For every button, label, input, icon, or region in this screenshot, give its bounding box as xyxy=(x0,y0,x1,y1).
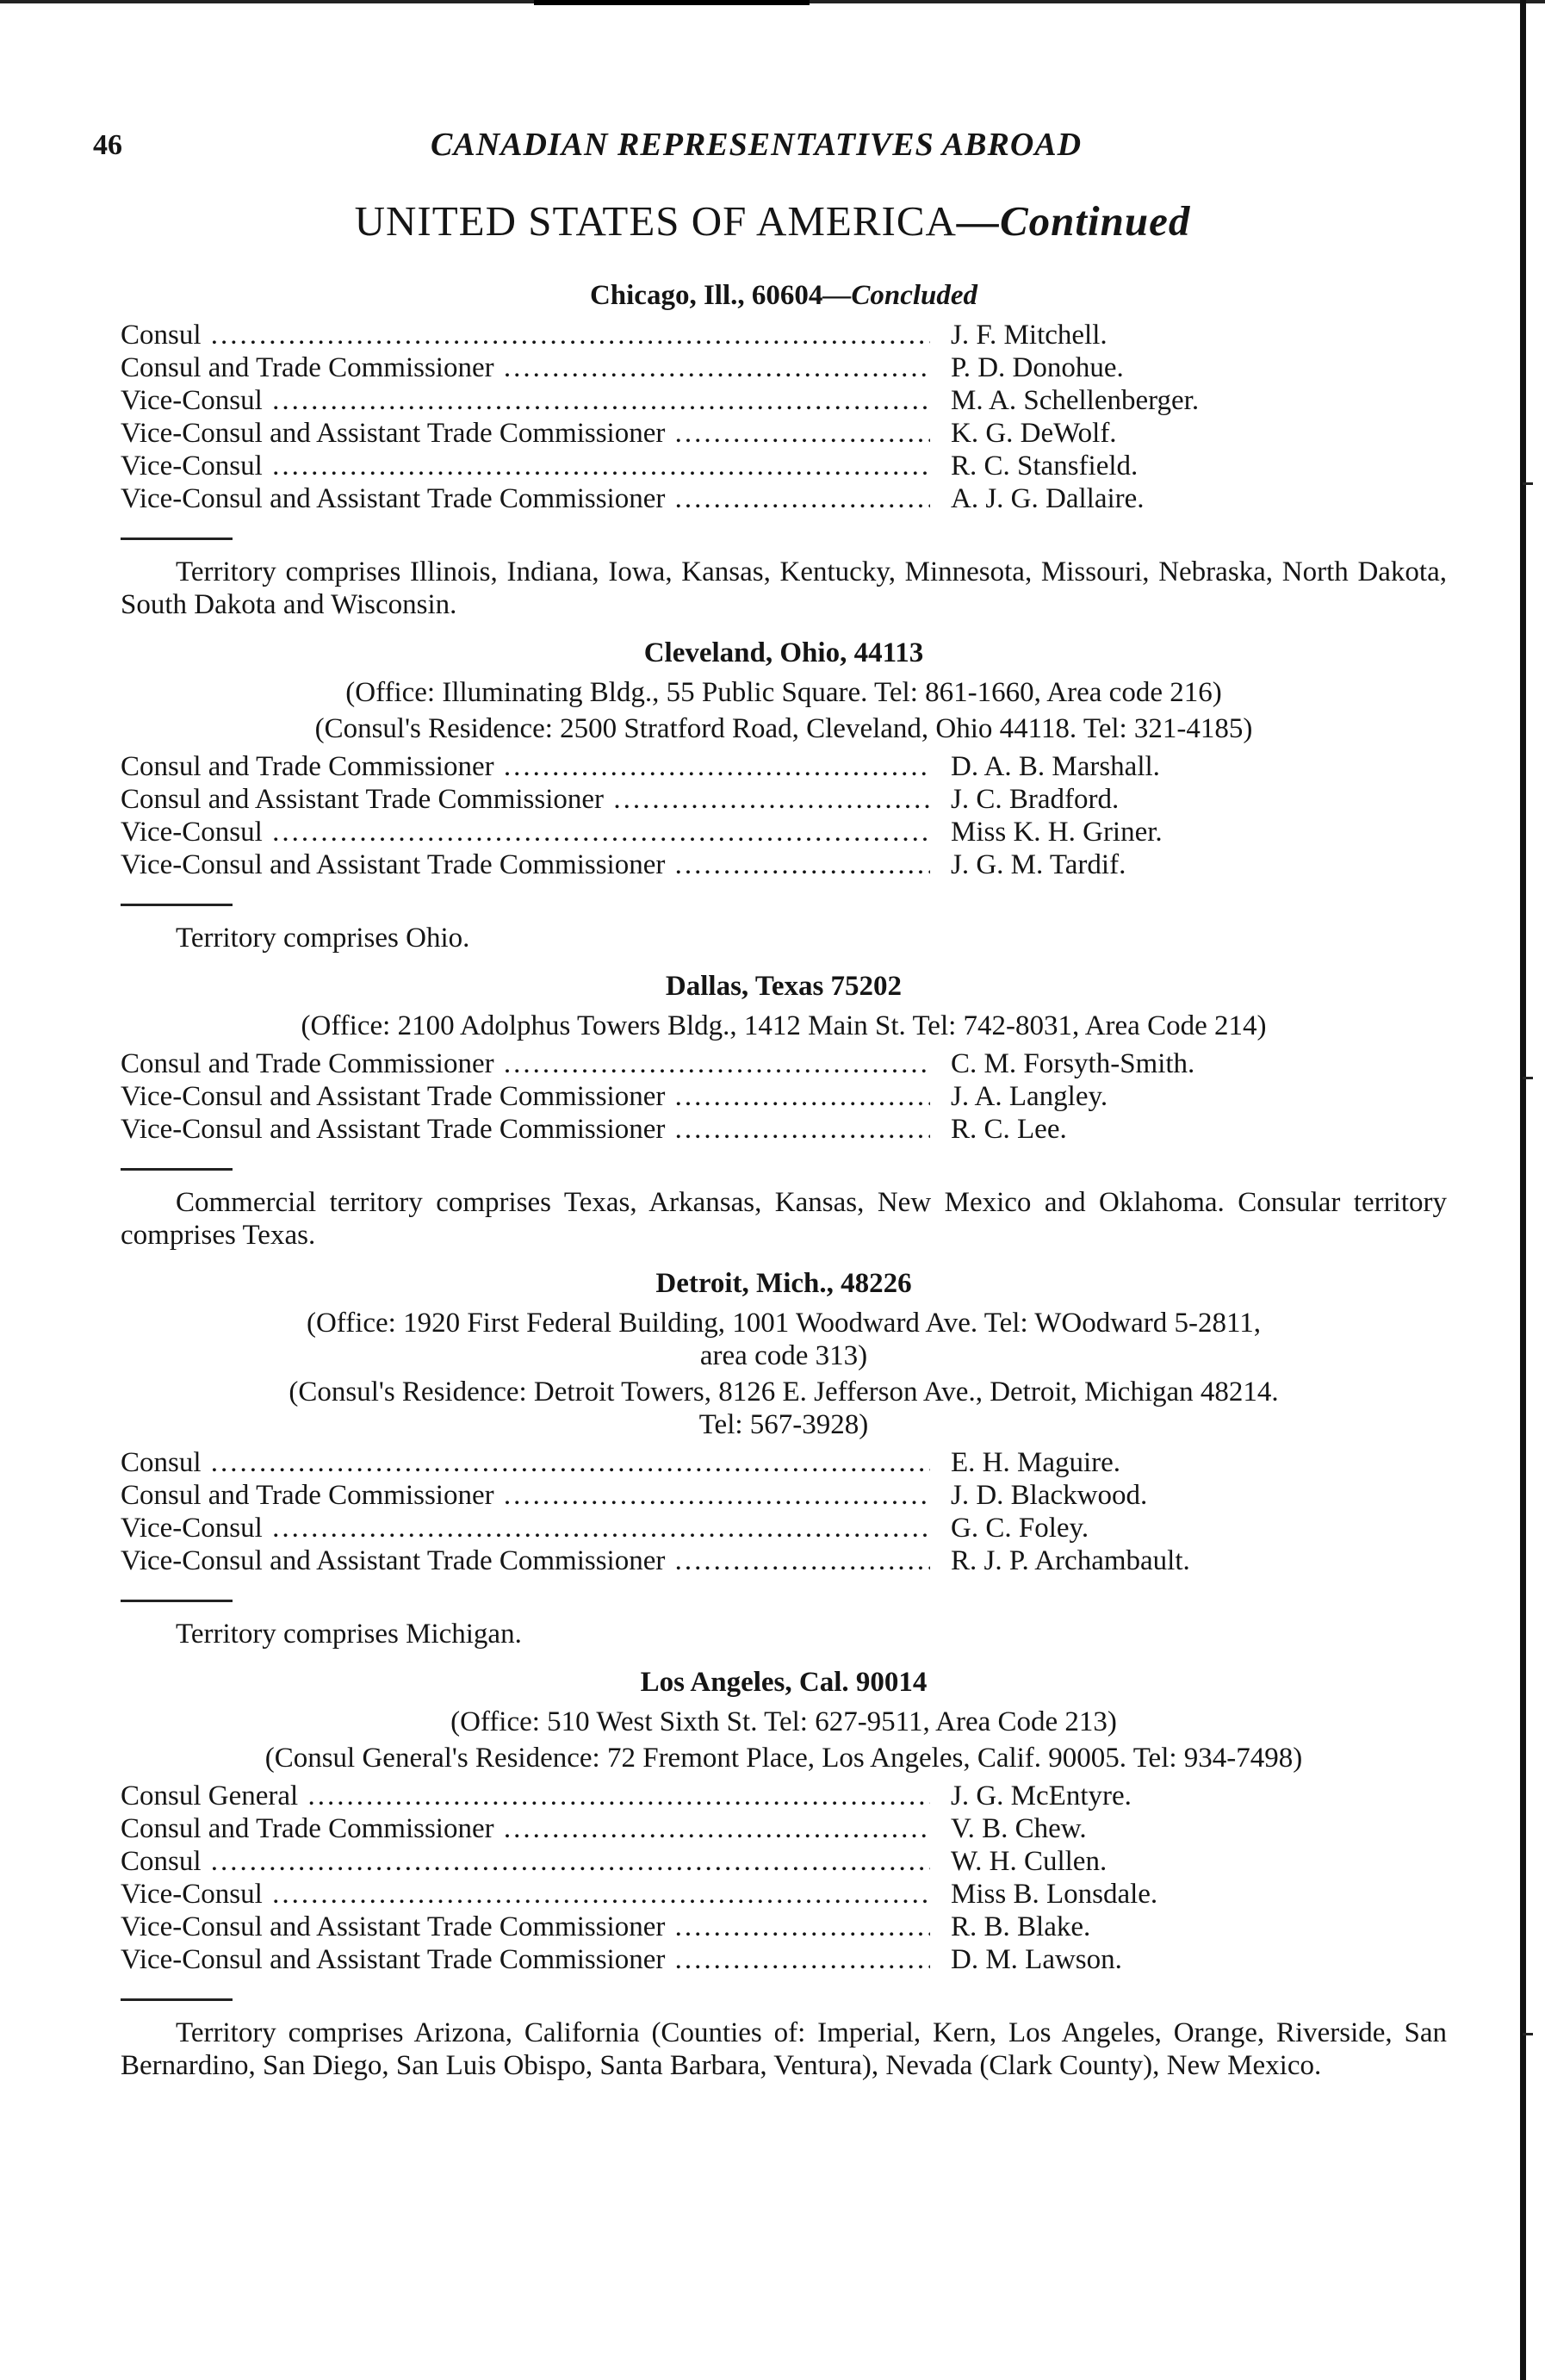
staff-list-dallas xyxy=(121,1047,1447,1146)
staff-title: Vice-Consul ..... xyxy=(121,1512,930,1544)
office-address-los-angeles: (Office: 510 West Sixth St. Tel: 627-9511, Area Code 213) xyxy=(450,1706,1117,1737)
binding-tick xyxy=(1523,2033,1533,2035)
territory-note-detroit: Territory comprises Michigan. xyxy=(176,1619,522,1650)
staff-row xyxy=(121,750,1447,783)
continued-label: —Continued xyxy=(956,197,1191,245)
staff-list-los-angeles xyxy=(121,1780,1447,1976)
staff-title: Vice-Consul and Assistant Trade Commissioner ..... xyxy=(121,1943,930,1976)
staff-list-chicago xyxy=(121,319,1447,515)
staff-title: Vice-Consul and Assistant Trade Commissioner ..... xyxy=(121,1080,930,1113)
territory-note-cleveland: Territory comprises Ohio. xyxy=(176,923,470,954)
staff-row xyxy=(121,1080,1447,1113)
staff-row xyxy=(121,1812,1447,1845)
city-name: Chicago, Ill., 60604 xyxy=(589,280,823,311)
section-divider xyxy=(121,904,233,906)
staff-row xyxy=(121,1479,1447,1512)
staff-row xyxy=(121,482,1447,515)
residence-address-line: Tel: 567-3928) xyxy=(698,1409,869,1440)
page-header xyxy=(0,126,1545,169)
staff-name: A. J. G. Dallaire. xyxy=(951,483,1145,514)
staff-title: Consul and Trade Commissioner ..... xyxy=(121,1047,930,1080)
staff-title: Vice-Consul ..... xyxy=(121,816,930,848)
staff-name: V. B. Chew. xyxy=(951,1813,1087,1844)
staff-row xyxy=(121,1544,1447,1577)
staff-row xyxy=(121,1943,1447,1976)
staff-name: R. C. Stansfield. xyxy=(951,451,1139,482)
residence-address-cleveland: (Consul's Residence: 2500 Stratford Road, Cleveland, Ohio 44118. Tel: 321-4185) xyxy=(314,713,1253,744)
staff-title: Vice-Consul and Assistant Trade Commissioner ..... xyxy=(121,1544,930,1577)
binding-edge xyxy=(1520,0,1526,2380)
staff-title: Consul ..... xyxy=(121,319,930,351)
staff-name: P. D. Donohue. xyxy=(951,352,1124,383)
staff-row xyxy=(121,1512,1447,1544)
running-title: CANADIAN REPRESENTATIVES ABROAD xyxy=(431,127,1083,163)
staff-name: K. G. DeWolf. xyxy=(951,418,1117,449)
staff-title: Consul and Trade Commissioner ..... xyxy=(121,1479,930,1512)
staff-name: J. C. Bradford. xyxy=(951,784,1120,815)
binding-tick xyxy=(1523,1077,1533,1079)
office-address-detroit xyxy=(121,1307,1447,1372)
staff-title: Consul and Trade Commissioner ..... xyxy=(121,750,930,783)
staff-row xyxy=(121,848,1447,881)
staff-row xyxy=(121,1446,1447,1479)
staff-title: Vice-Consul ..... xyxy=(121,1878,930,1911)
office-address-line: (Office: 1920 First Federal Building, 1001 Woodward Ave. Tel: WOodward 5-2811, xyxy=(306,1308,1261,1339)
staff-name: J. F. Mitchell. xyxy=(951,320,1108,351)
country-name: UNITED STATES OF AMERICA xyxy=(354,197,957,245)
staff-row xyxy=(121,1047,1447,1080)
staff-row xyxy=(121,384,1447,417)
staff-title: Consul ..... xyxy=(121,1845,930,1878)
country-heading xyxy=(0,196,1545,245)
staff-title: Consul General ..... xyxy=(121,1780,930,1812)
territory-note-chicago: Territory comprises Illinois, Indiana, Iowa, Kansas, Kentucky, Minnesota, Missouri, Nebraska, North Dakota, South Dakota and Wisconsin. xyxy=(121,556,1447,620)
office-address-cleveland: (Office: Illuminating Bldg., 55 Public Square. Tel: 861-1660, Area code 216) xyxy=(345,677,1222,708)
staff-title: Vice-Consul and Assistant Trade Commissioner ..... xyxy=(121,1113,930,1146)
staff-name: C. M. Forsyth-Smith. xyxy=(951,1048,1195,1079)
staff-title: Vice-Consul and Assistant Trade Commissioner ..... xyxy=(121,482,930,515)
page-content xyxy=(121,264,1447,2091)
staff-title: Consul ..... xyxy=(121,1446,930,1479)
staff-row xyxy=(121,351,1447,384)
staff-row xyxy=(121,417,1447,450)
staff-title: Vice-Consul and Assistant Trade Commissioner ..... xyxy=(121,848,930,881)
concluded-label: —Concluded xyxy=(822,280,978,311)
staff-row xyxy=(121,1878,1447,1911)
staff-name: J. G. McEntyre. xyxy=(951,1780,1132,1811)
staff-row xyxy=(121,1113,1447,1146)
staff-name: E. H. Maguire. xyxy=(951,1447,1121,1478)
top-edge-mark xyxy=(534,0,810,5)
staff-name: G. C. Foley. xyxy=(951,1513,1089,1544)
residence-address-detroit xyxy=(121,1376,1447,1441)
city-heading-los-angeles: Los Angeles, Cal. 90014 xyxy=(640,1667,928,1698)
territory-note-dallas: Commercial territory comprises Texas, Arkansas, Kansas, New Mexico and Oklahoma. Consular territory comprises Texas. xyxy=(121,1187,1447,1251)
staff-row xyxy=(121,1780,1447,1812)
section-divider xyxy=(121,538,233,540)
staff-row xyxy=(121,319,1447,351)
staff-row xyxy=(121,450,1447,482)
staff-name: J. G. M. Tardif. xyxy=(951,849,1126,880)
office-address-line: area code 313) xyxy=(699,1340,868,1371)
binding-tick xyxy=(1523,482,1533,485)
staff-row xyxy=(121,783,1447,816)
staff-title: Consul and Assistant Trade Commissioner ..... xyxy=(121,783,930,816)
city-heading-detroit: Detroit, Mich., 48226 xyxy=(655,1268,912,1299)
staff-name: J. D. Blackwood. xyxy=(951,1480,1148,1511)
staff-list-cleveland xyxy=(121,750,1447,881)
staff-name: D. M. Lawson. xyxy=(951,1944,1122,1975)
staff-name: J. A. Langley. xyxy=(951,1081,1108,1112)
staff-row xyxy=(121,1911,1447,1943)
section-divider xyxy=(121,1998,233,2001)
staff-name: R. C. Lee. xyxy=(951,1114,1067,1145)
city-heading-dallas: Dallas, Texas 75202 xyxy=(665,971,903,1002)
page-number: 46 xyxy=(93,129,122,161)
section-divider xyxy=(121,1168,233,1171)
staff-name: Miss B. Lonsdale. xyxy=(951,1879,1158,1910)
residence-address-los-angeles: (Consul General's Residence: 72 Fremont Place, Los Angeles, Calif. 90005. Tel: 934-7498) xyxy=(264,1743,1303,1774)
city-heading-chicago xyxy=(121,279,1447,312)
city-heading-cleveland: Cleveland, Ohio, 44113 xyxy=(643,637,924,668)
staff-name: M. A. Schellenberger. xyxy=(951,385,1200,416)
staff-row xyxy=(121,1845,1447,1878)
staff-title: Vice-Consul and Assistant Trade Commissioner ..... xyxy=(121,1911,930,1943)
staff-title: Consul and Trade Commissioner ..... xyxy=(121,351,930,384)
staff-title: Consul and Trade Commissioner ..... xyxy=(121,1812,930,1845)
staff-name: R. B. Blake. xyxy=(951,1911,1091,1942)
territory-note-los-angeles: Territory comprises Arizona, California (Counties of: Imperial, Kern, Los Angeles, Orange, Riverside, San Bernardino, San Diego, San Luis Obispo, Santa Barbara, Ventura), Nevada (Clark County), New Mexico. xyxy=(121,2017,1447,2081)
staff-list-detroit xyxy=(121,1446,1447,1577)
staff-title: Vice-Consul and Assistant Trade Commissioner ..... xyxy=(121,417,930,450)
staff-name: W. H. Cullen. xyxy=(951,1846,1108,1877)
section-divider xyxy=(121,1600,233,1602)
staff-name: R. J. P. Archambault. xyxy=(951,1545,1190,1576)
staff-row xyxy=(121,816,1447,848)
office-address-dallas: (Office: 2100 Adolphus Towers Bldg., 1412 Main St. Tel: 742-8031, Area Code 214) xyxy=(301,1010,1267,1041)
residence-address-line: (Consul's Residence: Detroit Towers, 8126 E. Jefferson Ave., Detroit, Michigan 48214. xyxy=(289,1376,1279,1407)
staff-name: D. A. B. Marshall. xyxy=(951,751,1160,782)
staff-name: Miss K. H. Griner. xyxy=(951,817,1163,848)
staff-title: Vice-Consul ..... xyxy=(121,450,930,482)
staff-title: Vice-Consul ..... xyxy=(121,384,930,417)
